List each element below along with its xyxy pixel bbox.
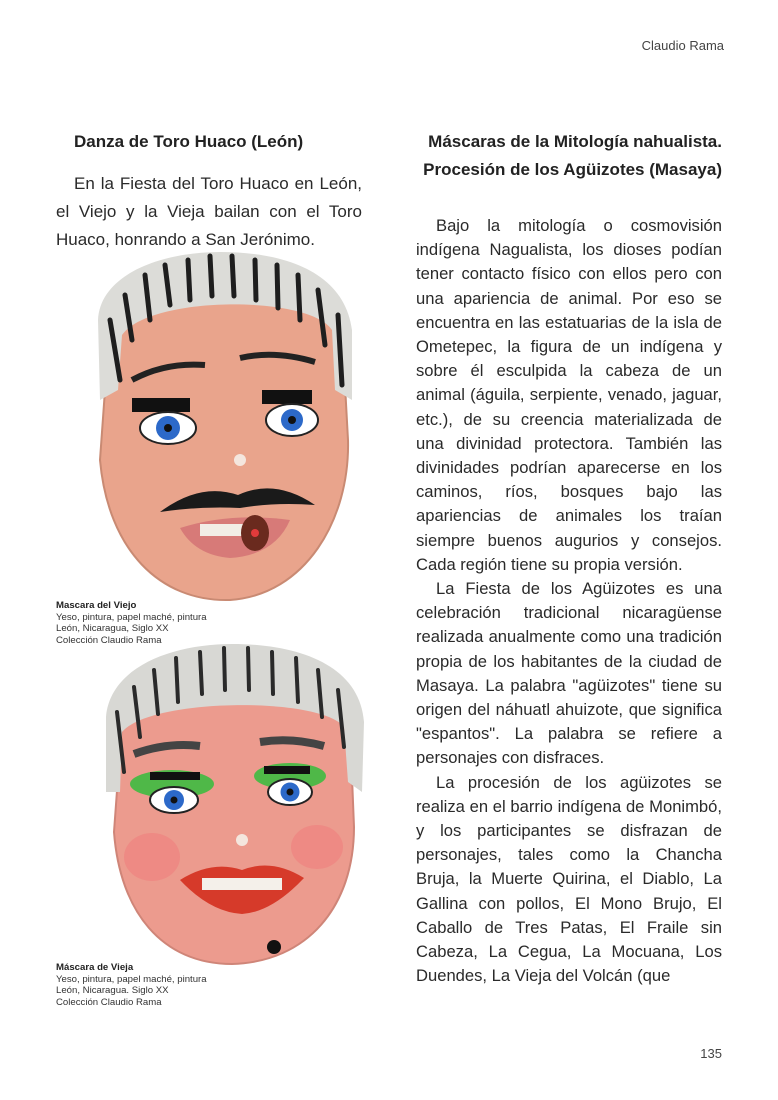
caption-collection: Colección Claudio Rama bbox=[56, 634, 162, 646]
right-heading bbox=[416, 128, 722, 184]
caption-origin: León, Nicaragua. Siglo XX bbox=[56, 985, 169, 996]
running-header-author: Claudio Rama bbox=[641, 38, 724, 53]
caption-viejo bbox=[56, 600, 207, 646]
body-paragraph: La Fiesta de los Agüizotes es una celebración tradicional nicaragüense realizada anualmente como una tradición propia de los habitantes de la ciudad de Masaya. La palabra "agüizotes" tiene su origen del náhuatl ahuizote, que significa "espantos". La palabra se refiere a personajes con disfraces. bbox=[416, 579, 722, 768]
body-paragraph: La procesión de los agüizotes se realiza en el barrio indígena de Monimbó, y los participantes se disfrazan de personajes, tales como la Chancha Bruja, la Muerte Quirina, el Diablo, La Gallina con pollos, El Mono Brujo, El Caballo de Tres Patas, El Fraile sin Cabeza, La Cegua, La Mocuana, Los Duendes, La Vieja del Volcán (que bbox=[416, 772, 722, 986]
left-intro-paragraph: En la Fiesta del Toro Huaco en León, el Viejo y la Vieja bailan con el Toro Huaco, honrando a San Jerónimo. bbox=[56, 174, 362, 249]
mask-vieja-image bbox=[92, 642, 372, 972]
caption-materials: Yeso, pintura, papel maché, pintura bbox=[56, 973, 207, 985]
mask-viejo-image bbox=[70, 250, 370, 610]
right-body-text bbox=[416, 214, 722, 989]
right-column bbox=[416, 128, 722, 989]
caption-title: Máscara de Vieja bbox=[56, 962, 134, 973]
left-heading: Danza de Toro Huaco (León) bbox=[74, 132, 304, 151]
caption-origin: León, Nicaragua, Siglo XX bbox=[56, 623, 169, 634]
body-paragraph: Bajo la mitología o cosmovisión indígena Nagualista, los dioses podían tener contacto físico con ellos pero con una apariencia de animal. Por eso se encuentra en las estatuarias de la isla de Ometepec, la figura de un indígena y sobre él esculpida la cabeza de un animal (águila, serpiente, venado, jaguar, etc.), de su creencia materializada de una divinidad protectora. También las divinidades podrían aparecerse en los caminos, ríos, bosques bajo las apariencias de animales los traían siempre buenos augurios y consejos. Cada región tiene su propia versión. bbox=[416, 216, 722, 574]
page-number: 135 bbox=[700, 1046, 722, 1061]
right-heading-line2: Procesión de los Agüizotes (Masaya) bbox=[423, 160, 722, 179]
caption-vieja bbox=[56, 962, 207, 1008]
right-heading-line1: Máscaras de la Mitología nahualista. bbox=[428, 132, 722, 151]
caption-materials: Yeso, pintura, papel maché, pintura bbox=[56, 611, 207, 623]
left-column bbox=[56, 128, 362, 254]
caption-title: Mascara del Viejo bbox=[56, 600, 137, 611]
caption-collection: Colección Claudio Rama bbox=[56, 996, 162, 1008]
